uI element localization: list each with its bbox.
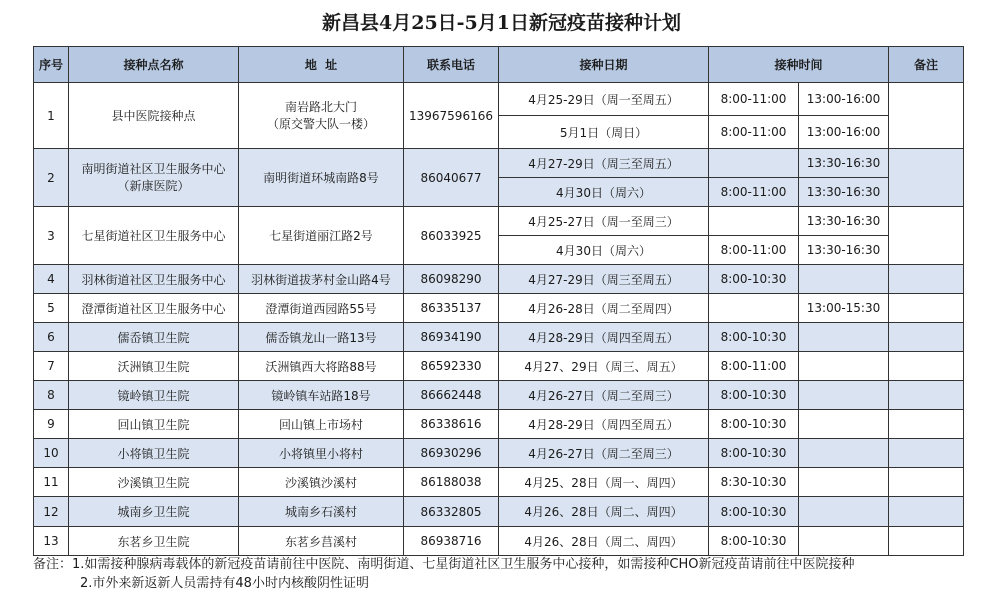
site-note	[889, 468, 964, 497]
site-phone: 86662448	[404, 381, 499, 410]
site-phone: 86930296	[404, 439, 499, 468]
site-name: 沃洲镇卫生院	[69, 352, 239, 381]
table-row	[34, 323, 964, 352]
slot-pm-time	[799, 410, 889, 439]
site-name: 儒岙镇卫生院	[69, 323, 239, 352]
table-row	[34, 149, 964, 178]
slot-date: 4月26、28日（周二、周四）	[499, 497, 709, 527]
table-row	[34, 294, 964, 323]
site-address: 城南乡石溪村	[239, 497, 404, 527]
site-name: 七星街道社区卫生服务中心	[69, 207, 239, 265]
slot-am-time	[709, 149, 799, 178]
site-note	[889, 439, 964, 468]
slot-date: 4月26-28日（周二至周四）	[499, 294, 709, 323]
site-note	[889, 352, 964, 381]
site-address: 七星街道丽江路2号	[239, 207, 404, 265]
row-number: 6	[34, 323, 69, 352]
site-note	[889, 265, 964, 294]
slot-date: 4月25、28日（周一、周四）	[499, 468, 709, 497]
site-name: 小将镇卫生院	[69, 439, 239, 468]
slot-pm-time	[799, 265, 889, 294]
row-number: 5	[34, 294, 69, 323]
table-row	[34, 527, 964, 556]
site-address: 儒岙镇龙山一路13号	[239, 323, 404, 352]
site-name: 羽林街道社区卫生服务中心	[69, 265, 239, 294]
header-address: 地 址	[239, 47, 404, 83]
site-name-line: （新康医院）	[117, 178, 190, 193]
site-phone: 86033925	[404, 207, 499, 265]
site-name: 镜岭镇卫生院	[69, 381, 239, 410]
slot-am-time	[709, 294, 799, 323]
slot-am-time: 8:00-10:30	[709, 527, 799, 556]
slot-pm-time	[799, 323, 889, 352]
slot-am-time: 8:00-11:00	[709, 178, 799, 207]
slot-date: 5月1日（周日）	[499, 116, 709, 149]
table-row	[34, 410, 964, 439]
site-phone: 13967596166	[404, 83, 499, 149]
table-row	[34, 352, 964, 381]
site-phone: 86332805	[404, 497, 499, 527]
site-note	[889, 527, 964, 556]
slot-pm-time: 13:30-16:30	[799, 178, 889, 207]
site-note	[889, 149, 964, 207]
header-name: 接种点名称	[69, 47, 239, 83]
slot-pm-time	[799, 468, 889, 497]
header-note: 备注	[889, 47, 964, 83]
header-row	[34, 47, 964, 83]
slot-am-time: 8:00-10:30	[709, 497, 799, 527]
site-address: 回山镇上市场村	[239, 410, 404, 439]
slot-date: 4月25-29日（周一至周五）	[499, 83, 709, 116]
slot-pm-time: 13:30-16:30	[799, 149, 889, 178]
site-phone: 86040677	[404, 149, 499, 207]
site-phone: 86188038	[404, 468, 499, 497]
slot-pm-time: 13:00-16:00	[799, 83, 889, 116]
slot-am-time: 8:00-10:30	[709, 439, 799, 468]
slot-pm-time	[799, 497, 889, 527]
vaccination-schedule-table	[33, 46, 964, 556]
site-name: 城南乡卫生院	[69, 497, 239, 527]
slot-date: 4月26-27日（周二至周三）	[499, 439, 709, 468]
slot-date: 4月28-29日（周四至周五）	[499, 410, 709, 439]
row-number: 1	[34, 83, 69, 149]
header-phone: 联系电话	[404, 47, 499, 83]
footnotes	[33, 555, 855, 593]
slot-pm-time	[799, 381, 889, 410]
site-note	[889, 294, 964, 323]
site-address: 沃洲镇西大将路88号	[239, 352, 404, 381]
site-address: 羽林街道拔茅村金山路4号	[239, 265, 404, 294]
slot-date: 4月28-29日（周四至周五）	[499, 323, 709, 352]
site-phone: 86338616	[404, 410, 499, 439]
header-no: 序号	[34, 47, 69, 83]
slot-am-time: 8:00-11:00	[709, 352, 799, 381]
site-phone: 86335137	[404, 294, 499, 323]
slot-date: 4月30日（周六）	[499, 236, 709, 265]
slot-am-time	[709, 207, 799, 236]
slot-pm-time	[799, 527, 889, 556]
table-row	[34, 468, 964, 497]
site-address: 沙溪镇沙溪村	[239, 468, 404, 497]
table-row	[34, 381, 964, 410]
slot-date: 4月25-27日（周一至周三）	[499, 207, 709, 236]
slot-am-time: 8:00-10:30	[709, 323, 799, 352]
site-address: 镜岭镇车站路18号	[239, 381, 404, 410]
site-address: 东茗乡莒溪村	[239, 527, 404, 556]
slot-am-time: 8:00-10:30	[709, 265, 799, 294]
site-address: 澄潭街道西园路55号	[239, 294, 404, 323]
row-number: 10	[34, 439, 69, 468]
table-row	[34, 207, 964, 236]
site-address: 小将镇里小将村	[239, 439, 404, 468]
row-number: 2	[34, 149, 69, 207]
row-number: 12	[34, 497, 69, 527]
slot-am-time: 8:30-10:30	[709, 468, 799, 497]
footnote-1: 备注：1.如需接种腺病毒载体的新冠疫苗请前往中医院、南明街道、七星街道社区卫生服务中心接种，如需接种CHO新冠疫苗请前往中医院接种	[33, 557, 855, 572]
table-row	[34, 497, 964, 527]
slot-am-time: 8:00-11:00	[709, 116, 799, 149]
slot-pm-time	[799, 352, 889, 381]
table-row	[34, 83, 964, 116]
site-address-line: 南岩路北大门	[284, 99, 357, 114]
site-phone: 86934190	[404, 323, 499, 352]
site-name: 澄潭街道社区卫生服务中心	[69, 294, 239, 323]
slot-date: 4月26-27日（周二至周三）	[499, 381, 709, 410]
slot-pm-time: 13:30-16:30	[799, 207, 889, 236]
slot-pm-time: 13:00-16:00	[799, 116, 889, 149]
slot-date: 4月27、29日（周三、周五）	[499, 352, 709, 381]
site-name: 沙溪镇卫生院	[69, 468, 239, 497]
slot-date: 4月26、28日（周二、周四）	[499, 527, 709, 556]
slot-date: 4月27-29日（周三至周五）	[499, 149, 709, 178]
row-number: 13	[34, 527, 69, 556]
row-number: 3	[34, 207, 69, 265]
site-name: 县中医院接种点	[69, 83, 239, 149]
slot-date: 4月30日（周六）	[499, 178, 709, 207]
footnote-2: 2.市外来新返新人员需持有48小时内核酸阴性证明	[80, 576, 369, 591]
site-note	[889, 410, 964, 439]
site-address: 南明街道环城南路8号	[239, 149, 404, 207]
site-phone: 86098290	[404, 265, 499, 294]
row-number: 8	[34, 381, 69, 410]
row-number: 11	[34, 468, 69, 497]
site-note	[889, 207, 964, 265]
row-number: 9	[34, 410, 69, 439]
slot-date: 4月27-29日（周三至周五）	[499, 265, 709, 294]
slot-pm-time	[799, 439, 889, 468]
site-name	[69, 149, 239, 207]
site-phone: 86592330	[404, 352, 499, 381]
slot-am-time: 8:00-10:30	[709, 381, 799, 410]
site-address	[239, 83, 404, 149]
site-phone: 86938716	[404, 527, 499, 556]
slot-am-time: 8:00-11:00	[709, 236, 799, 265]
site-address-line: （原交警大队一楼）	[266, 116, 375, 131]
slot-am-time: 8:00-11:00	[709, 83, 799, 116]
header-time: 接种时间	[709, 47, 889, 83]
site-note	[889, 83, 964, 149]
table-row	[34, 439, 964, 468]
site-note	[889, 381, 964, 410]
slot-pm-time: 13:00-15:30	[799, 294, 889, 323]
site-note	[889, 323, 964, 352]
page-title: 新昌县4月25日-5月1日新冠疫苗接种计划	[322, 12, 681, 34]
site-name: 东茗乡卫生院	[69, 527, 239, 556]
header-date: 接种日期	[499, 47, 709, 83]
table-row	[34, 265, 964, 294]
row-number: 7	[34, 352, 69, 381]
slot-pm-time: 13:30-16:30	[799, 236, 889, 265]
site-note	[889, 497, 964, 527]
row-number: 4	[34, 265, 69, 294]
site-name-line: 南明街道社区卫生服务中心	[81, 161, 226, 176]
slot-am-time: 8:00-10:30	[709, 410, 799, 439]
site-name: 回山镇卫生院	[69, 410, 239, 439]
